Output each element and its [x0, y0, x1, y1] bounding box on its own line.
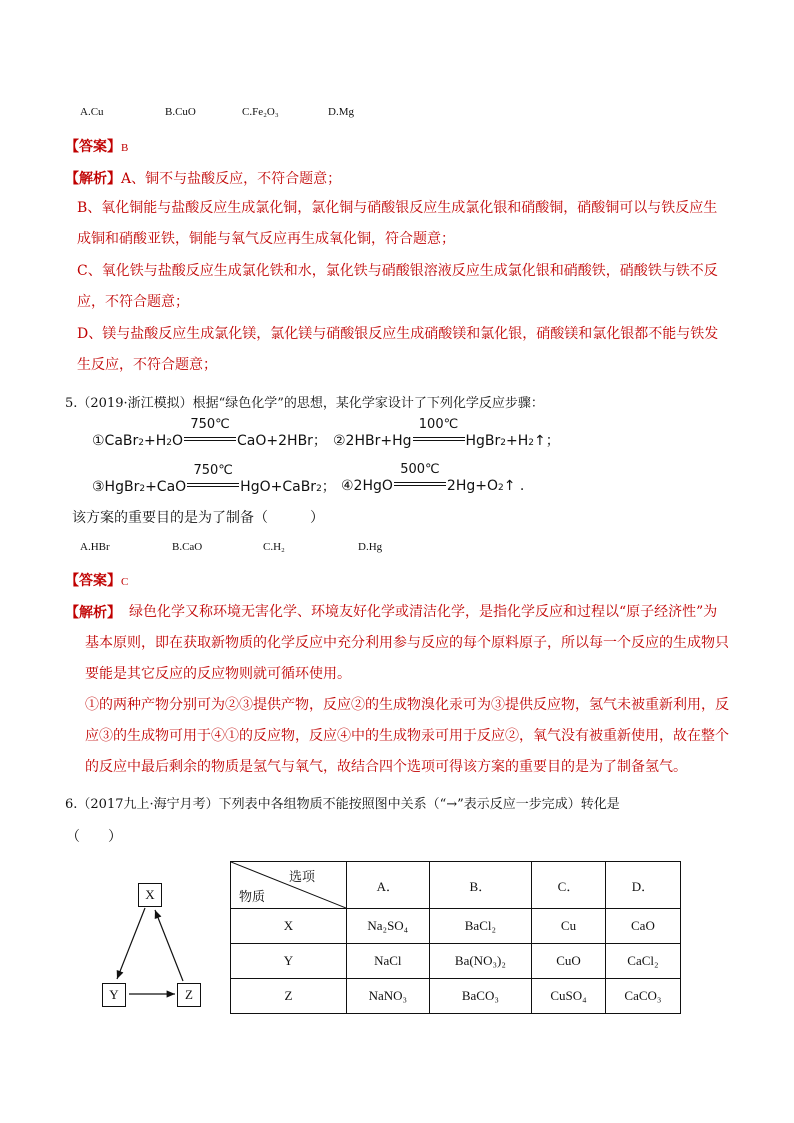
q5-option-b: B.CaO [172, 541, 203, 553]
q5-option-a: A.HBr [80, 541, 110, 553]
eq3-reactants: ③HgBr [92, 479, 140, 495]
row-label: Y [231, 944, 347, 979]
table-cell: CaCl₂ [605, 944, 680, 979]
equation-4: ④2HgO 500℃ 2Hg+O 2 ↑ . [341, 462, 525, 494]
analysis-label: 【解析】 [65, 171, 121, 187]
q5-answer [65, 570, 128, 590]
table-cell: NaCl [347, 944, 430, 979]
corner-bottom-label: 物质 [239, 889, 266, 904]
table-header-row [231, 862, 681, 909]
table-cell: Cu [532, 909, 606, 944]
equation-2: ②2HBr+Hg 100℃ HgBr 2 +H 2 ↑； [333, 417, 560, 449]
equation-3: ③HgBr 2 +CaO 750℃ HgO+CaBr 2 ； [92, 463, 336, 495]
equation-1: ①CaBr 2 +H 2 O 750℃ CaO+2HBr； [92, 417, 327, 449]
eq3-products: HgO+CaBr [240, 479, 317, 495]
arrow-x-to-y [117, 908, 145, 979]
arrow-z-to-x [155, 910, 183, 981]
table-cell: CuSO₄ [532, 979, 606, 1014]
table-cell: Na₂SO₄ [347, 909, 430, 944]
options-table [230, 861, 681, 1014]
table-row [231, 944, 681, 979]
eq1-products: CaO+2HBr； [237, 433, 327, 449]
q5-option-d: D.Hg [358, 541, 383, 553]
answer-value: C [121, 576, 129, 588]
q5-analysis-label: 【解析】 [65, 605, 121, 621]
answer-label: 【答案】 [65, 139, 121, 155]
q4-analysis-a [65, 168, 341, 188]
q4-analysis-b: B、氧化铜能与盐酸反应生成氯化铜，氯化铜与硝酸银反应生成氯化银和硝酸铜，硝酸铜可以与铁反应生成铜和硝酸亚铁，铜能与氧气反应再生成氧化铜，符合题意； [77, 200, 718, 247]
row-label: Z [231, 979, 347, 1014]
q4-answer [65, 136, 128, 156]
table-cell: CaCO₃ [605, 979, 680, 1014]
header-d: D． [605, 862, 680, 909]
eq2-reactants: ②2HBr+Hg [333, 433, 412, 449]
eq4-arrow: 500℃ [394, 476, 446, 490]
q6-stem: 6.（2017九上·海宁月考）下列表中各组物质不能按照图中关系（“→”表示反应一步完成）转化是 [65, 797, 620, 812]
eq1-reactants: ①CaBr [92, 433, 139, 449]
answer-label: 【答案】 [65, 573, 121, 589]
node-z: Z [177, 983, 201, 1007]
eq4-products: 2Hg+O [446, 478, 498, 494]
node-x: X [138, 883, 162, 907]
q5-question: 该方案的重要目的是为了制备（ ） [72, 510, 324, 526]
table-cell: BaCO₃ [429, 979, 532, 1014]
table-row [231, 909, 681, 944]
q6-paren: （ ） [66, 829, 122, 845]
q4-option-d: D.Mg [328, 106, 354, 118]
header-b: B． [429, 862, 532, 909]
row-label: X [231, 909, 347, 944]
answer-value: B [121, 142, 129, 154]
q4-option-b: B.CuO [165, 106, 196, 118]
q5-analysis-2: ①的两种产物分别可为②③提供产物，反应②的生成物溴化汞可为③提供反应物，氢气未被重新利用，反应③的生成物可用于④①的反应物，反应④中的生成物汞可用于反应②，氧气没有被重新使用，故在整个的反应中最后剩余的物质是氢气与氧气，故结合四个选项可得该方案的重要目的是为了制备氢气。 [85, 697, 729, 775]
table-cell: BaCl₂ [429, 909, 532, 944]
table-cell: Ba(NO₃)₂ [429, 944, 532, 979]
table-row [231, 979, 681, 1014]
node-y: Y [102, 983, 126, 1007]
eq2-arrow: 100℃ [413, 431, 465, 445]
header-a: A． [347, 862, 430, 909]
q5-analysis-1: 绿色化学又称环境无害化学、环境友好化学或清洁化学，是指化学反应和过程以“原子经济性”为基本原则，即在获取新物质的化学反应中充分利用参与反应的每个原料原子，所以每一个反应的生成物只要能是其它反应的反应物则就可循环使用。 [85, 604, 729, 682]
q4-option-c: C.Fe₂O₃ [242, 106, 279, 118]
eq1-arrow: 750℃ [184, 431, 236, 445]
eq2-products: HgBr [465, 433, 501, 449]
q4-option-a: A.Cu [80, 106, 104, 118]
eq4-reactants: ④2HgO [341, 478, 393, 494]
table-cell: NaNO₃ [347, 979, 430, 1014]
table-cell: CaO [605, 909, 680, 944]
q4-analysis-c: C、氧化铁与盐酸反应生成氯化铁和水，氯化铁与硝酸银溶液反应生成氯化银和硝酸铁，硝酸铁与铁不反应，不符合题意； [77, 263, 718, 310]
q5-stem: 5.（2019·浙江模拟）根据“绿色化学”的思想，某化学家设计了下列化学反应步骤： [65, 396, 544, 411]
table-cell: CuO [532, 944, 606, 979]
q5-option-c: C.H₂ [263, 541, 285, 553]
analysis-text: A、铜不与盐酸反应，不符合题意； [121, 171, 342, 187]
corner-cell [231, 862, 347, 909]
corner-top-label: 选项 [289, 869, 316, 884]
eq3-arrow: 750℃ [187, 477, 239, 491]
header-c: C． [532, 862, 606, 909]
q4-analysis-d: D、镁与盐酸反应生成氯化镁，氯化镁与硝酸银反应生成硝酸镁和氯化银，硝酸镁和氯化银都不能与铁发生反应，不符合题意； [77, 326, 719, 373]
